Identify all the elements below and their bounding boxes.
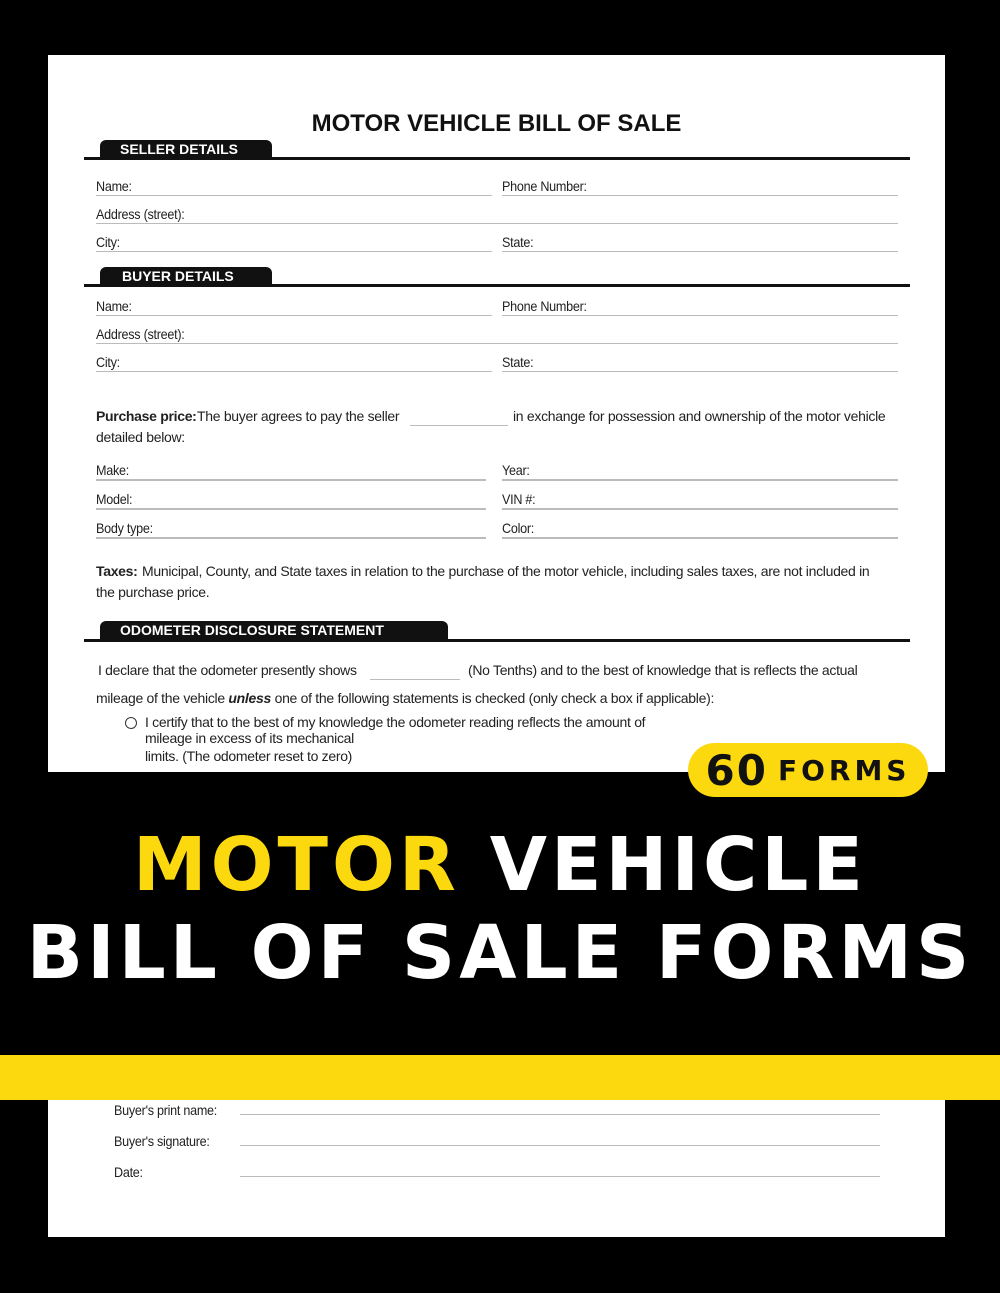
divider — [84, 284, 910, 287]
make-field[interactable] — [96, 479, 486, 481]
seller-city-field[interactable] — [96, 251, 492, 252]
vin-field[interactable] — [502, 508, 898, 510]
form-title: MOTOR VEHICLE BILL OF SALE — [311, 110, 682, 137]
seller-city-label: City: — [96, 234, 120, 250]
cover-title-accent: MOTOR — [133, 822, 460, 908]
forms-count: 60 — [705, 745, 768, 795]
purchase-text-3: detailed below: — [96, 429, 185, 445]
date-label: Date: — [114, 1164, 143, 1180]
model-field[interactable] — [96, 508, 486, 510]
buyer-signature-field[interactable] — [240, 1145, 880, 1146]
seller-state-label: State: — [502, 234, 534, 250]
taxes-text: Municipal, County, and State taxes in relation to the purchase of the motor vehicle, including sales taxes, are not included in — [142, 563, 870, 579]
odometer-text-2a: mileage of the vehicle — [96, 690, 225, 706]
buyer-print-name-label: Buyer's print name: — [114, 1102, 218, 1118]
divider — [84, 639, 910, 642]
buyer-name-label: Name: — [96, 298, 132, 314]
cover-title-line-1 — [0, 822, 1000, 908]
taxes-label: Taxes: — [96, 563, 138, 579]
divider — [84, 157, 910, 160]
buyer-city-label: City: — [96, 354, 120, 370]
odometer-option-checkbox[interactable] — [125, 717, 137, 729]
seller-phone-field[interactable] — [502, 195, 898, 196]
yellow-stripe — [0, 1055, 1000, 1100]
buyer-phone-field[interactable] — [502, 315, 898, 316]
odometer-section-header: ODOMETER DISCLOSURE STATEMENT — [100, 621, 448, 640]
color-field[interactable] — [502, 537, 898, 539]
seller-address-field[interactable] — [96, 223, 898, 224]
body-type-field[interactable] — [96, 537, 486, 539]
odometer-option-1b: limits. (The odometer reset to zero) — [145, 748, 353, 764]
model-label: Model: — [96, 491, 133, 507]
body-type-label: Body type: — [96, 520, 153, 536]
seller-name-label: Name: — [96, 178, 132, 194]
year-field[interactable] — [502, 479, 898, 481]
taxes-text-2: the purchase price. — [96, 584, 210, 600]
buyer-city-field[interactable] — [96, 371, 492, 372]
buyer-address-label: Address (street): — [96, 326, 185, 342]
buyer-address-field[interactable] — [96, 343, 898, 344]
seller-name-field[interactable] — [96, 195, 492, 196]
cover-title-line-2: BILL OF SALE FORMS — [26, 910, 974, 996]
odometer-unless: unless — [228, 690, 271, 706]
odometer-option-1: I certify that to the best of my knowledge the odometer reading reflects the amount of mileage in excess of its mechanical — [145, 714, 646, 746]
purchase-price-field[interactable] — [410, 425, 508, 426]
purchase-text: The buyer agrees to pay the seller — [197, 408, 400, 424]
forms-count-badge — [688, 743, 928, 797]
buyer-state-label: State: — [502, 354, 534, 370]
color-label: Color: — [502, 520, 534, 536]
buyer-section-header: BUYER DETAILS — [100, 267, 272, 286]
forms-label: FORMS — [777, 753, 911, 787]
buyer-name-field[interactable] — [96, 315, 492, 316]
odometer-text-1a: I declare that the odometer presently shows — [98, 662, 357, 678]
purchase-text-2: in exchange for possession and ownership of the motor vehicle — [513, 408, 886, 424]
odometer-reading-field[interactable] — [370, 679, 460, 680]
odometer-text-1b: (No Tenths) and to the best of knowledge that is reflects the actual — [468, 662, 858, 678]
date-field[interactable] — [240, 1176, 880, 1177]
seller-address-label: Address (street): — [96, 206, 185, 222]
purchase-label: Purchase price: — [96, 408, 197, 424]
seller-state-field[interactable] — [502, 251, 898, 252]
odometer-text-2b: one of the following statements is checked (only check a box if applicable): — [274, 690, 715, 706]
buyer-state-field[interactable] — [502, 371, 898, 372]
vin-label: VIN #: — [502, 491, 536, 507]
buyer-phone-label: Phone Number: — [502, 298, 587, 314]
buyer-print-name-field[interactable] — [240, 1114, 880, 1115]
buyer-signature-label: Buyer's signature: — [114, 1133, 210, 1149]
cover-title-rest: VEHICLE — [489, 822, 867, 908]
make-label: Make: — [96, 462, 129, 478]
year-label: Year: — [502, 462, 530, 478]
seller-phone-label: Phone Number: — [502, 178, 587, 194]
seller-section-header: SELLER DETAILS — [100, 140, 272, 159]
